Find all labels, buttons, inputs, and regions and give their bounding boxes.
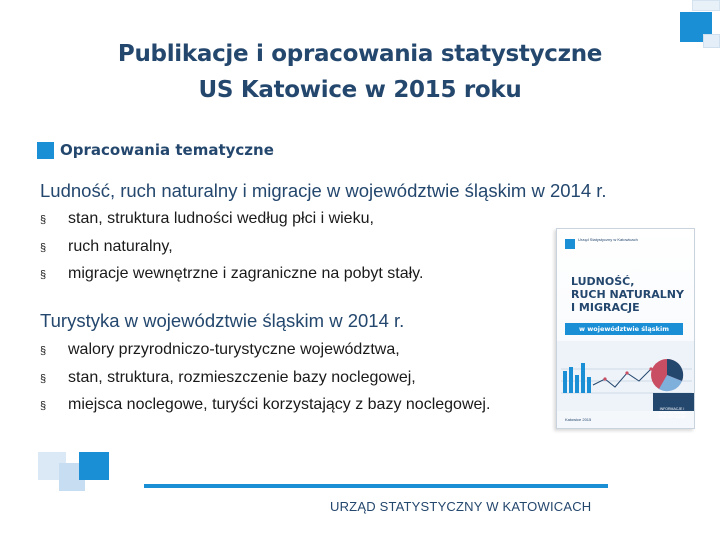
section-title: Opracowania tematyczne	[60, 141, 274, 159]
section-marker-square	[37, 142, 54, 159]
publication-title-1: Ludność, ruch naturalny i migracje w województwie śląskim w 2014 r.	[40, 180, 607, 201]
bullet-icon: §	[40, 345, 47, 357]
bullet-text: miejsca noclegowe, turyści korzystający z bazy noclegowej.	[68, 396, 491, 413]
bullet-icon: §	[40, 214, 47, 226]
bullet-item	[40, 394, 490, 422]
bullet-icon: §	[40, 269, 47, 281]
bullet-text: migracje wewnętrzne i zagraniczne na pobyt stały.	[68, 265, 424, 282]
slide-title-line-1: Publikacje i opracowania statystyczne	[117, 41, 603, 67]
publication-title-2: Turystyka w województwie śląskim w 2014 r.	[40, 310, 405, 331]
cover-title-line: I MIGRACJE	[571, 301, 640, 314]
bullet-text: stan, struktura ludności według płci i wieku,	[68, 210, 374, 227]
footer-text: URZĄD STATYSTYCZNY W KATOWICACH	[330, 499, 592, 514]
publication-2-bullet-list	[40, 339, 490, 422]
cover-subtitle: w województwie śląskim	[565, 323, 683, 335]
bullet-item	[40, 339, 490, 367]
bullet-icon: §	[40, 400, 47, 412]
bullet-icon: §	[40, 372, 47, 385]
decor-square	[692, 0, 720, 11]
publication-cover-image	[556, 228, 695, 429]
slide-title-line-2: US Katowice w 2015 roku	[198, 77, 522, 103]
institution-logo-icon	[565, 239, 575, 249]
bullet-text: walory przyrodniczo-turystyczne województwa,	[68, 341, 400, 358]
cover-title-line: RUCH NATURALNY	[571, 288, 684, 301]
decor-square	[79, 452, 109, 480]
publication-1-bullet-list	[40, 208, 423, 291]
bullet-item	[40, 263, 423, 291]
bullet-icon: §	[40, 241, 47, 254]
cover-footer-right: INFORMACJE I OPRACOWANIA STATYSTYCZNE	[658, 407, 686, 419]
slide-title	[60, 36, 660, 108]
bullet-text: stan, struktura, rozmieszczenie bazy noclegowej,	[68, 368, 416, 386]
footer-divider	[144, 484, 608, 488]
bullet-item	[40, 367, 490, 395]
cover-title-line: LUDNOŚĆ,	[571, 275, 635, 288]
cover-institution: Urząd Statystyczny w Katowicach	[578, 237, 638, 242]
bullet-item	[40, 208, 423, 236]
bullet-text: ruch naturalny,	[68, 237, 173, 255]
cover-chart-illustration	[557, 341, 695, 411]
cover-title	[571, 275, 684, 314]
bullet-item	[40, 236, 423, 264]
decor-square	[703, 34, 720, 48]
cover-footer-left: Katowice 2015	[565, 417, 592, 422]
